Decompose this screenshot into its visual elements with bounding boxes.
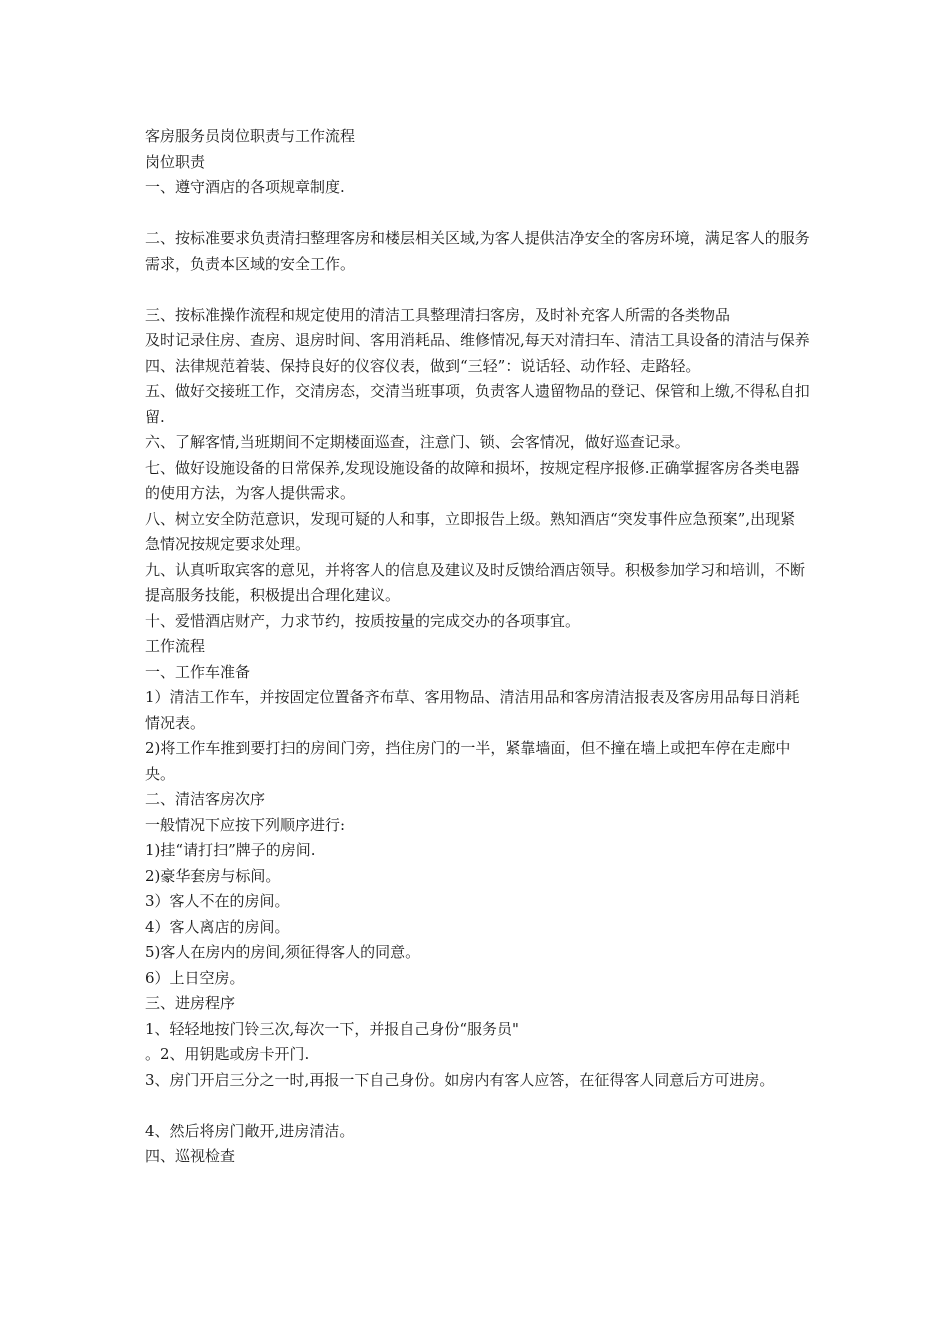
duty-item: 九、认真听取宾客的意见，并将客人的信息及建议及时反馈给酒店领导。积极参加学习和培训，不断提高服务技能，积极提出合理化建议。 (145, 560, 806, 604)
workflow-item: 4）客人离店的房间。 (145, 917, 290, 936)
workflow-item: 。2、用钥匙或房卡开门. (145, 1045, 310, 1063)
document-page (145, 124, 810, 1170)
duty-item: 八、树立安全防范意识，发现可疑的人和事，立即报告上级。熟知酒店“突发事件应急预案”,出现紧急情况按规定要求处理。 (145, 509, 796, 553)
duty-item: 五、做好交接班工作，交清房态，交清当班事项，负责客人遗留物品的登记、保管和上缴,不得私自扣留. (145, 382, 810, 426)
workflow-item: 3、房门开启三分之一时,再报一下自己身份。如房内有客人应答，在征得客人同意后方可进房。 (145, 1070, 775, 1089)
duty-item: 二、按标准要求负责清扫整理客房和楼层相关区域,为客人提供洁净安全的客房环境，满足客人的服务需求，负责本区域的安全工作。 (145, 229, 810, 273)
workflow-item: 1）清洁工作车，并按固定位置备齐布草、客用物品、清洁用品和客房清洁报表及客房用品每日消耗情况表。 (145, 688, 800, 732)
duty-item: 及时记录住房、查房、退房时间、客用消耗品、维修情况,每天对清扫车、清洁工具设备的清洁与保养 (145, 331, 810, 349)
workflow-item: 二、清洁客房次序 (145, 790, 266, 808)
workflow-item: 四、巡视检查 (145, 1147, 236, 1165)
workflow-item: 2)豪华套房与标间。 (145, 866, 281, 885)
workflow-item: 三、进房程序 (145, 994, 236, 1012)
workflow-item: 一、工作车准备 (145, 662, 251, 681)
document-title: 客房服务员岗位职责与工作流程 (145, 127, 356, 145)
blank-line (145, 1093, 810, 1119)
duty-item: 三、按标准操作流程和规定使用的清洁工具整理清扫客房，及时补充客人所需的各类物品 (145, 305, 731, 324)
blank-line (145, 277, 810, 303)
workflow-item: 5)客人在房内的房间,须征得客人的同意。 (145, 943, 421, 961)
workflow-item: 4、然后将房门敞开,进房清洁。 (145, 1121, 355, 1140)
blank-line (145, 201, 810, 227)
duty-item: 十、爱惜酒店财产，力求节约，按质按量的完成交办的各项事宜。 (145, 611, 581, 630)
workflow-item: 1)挂“请打扫”牌子的房间. (145, 841, 316, 859)
workflow-item: 3）客人不在的房间。 (145, 892, 290, 910)
workflow-item: 1、轻轻地按门铃三次,每次一下，并报自己身份“服务员" (145, 1019, 519, 1038)
duty-item: 六、了解客情,当班期间不定期楼面巡查，注意门、锁、会客情况，做好巡查记录。 (145, 433, 690, 451)
section-heading-duties: 岗位职责 (145, 152, 206, 171)
duty-item: 七、做好设施设备的日常保养,发现设施设备的故障和损坏，按规定程序报修.正确掌握客房各类电器的使用方法，为客人提供需求。 (145, 458, 800, 502)
workflow-item: 2)将工作车推到要打扫的房间门旁，挡住房门的一半，紧靠墙面，但不撞在墙上或把车停在走廊中央。 (145, 739, 791, 783)
duty-item: 四、法律规范着装、保持良好的仪容仪表，做到“三轻”：说话轻、动作轻、走路轻。 (145, 356, 701, 375)
workflow-item: 6）上日空房。 (145, 968, 245, 987)
section-heading-workflow: 工作流程 (145, 637, 206, 655)
workflow-item: 一般情况下应按下列顺序进行: (145, 815, 346, 834)
duty-item: 一、遵守酒店的各项规章制度. (145, 178, 345, 196)
